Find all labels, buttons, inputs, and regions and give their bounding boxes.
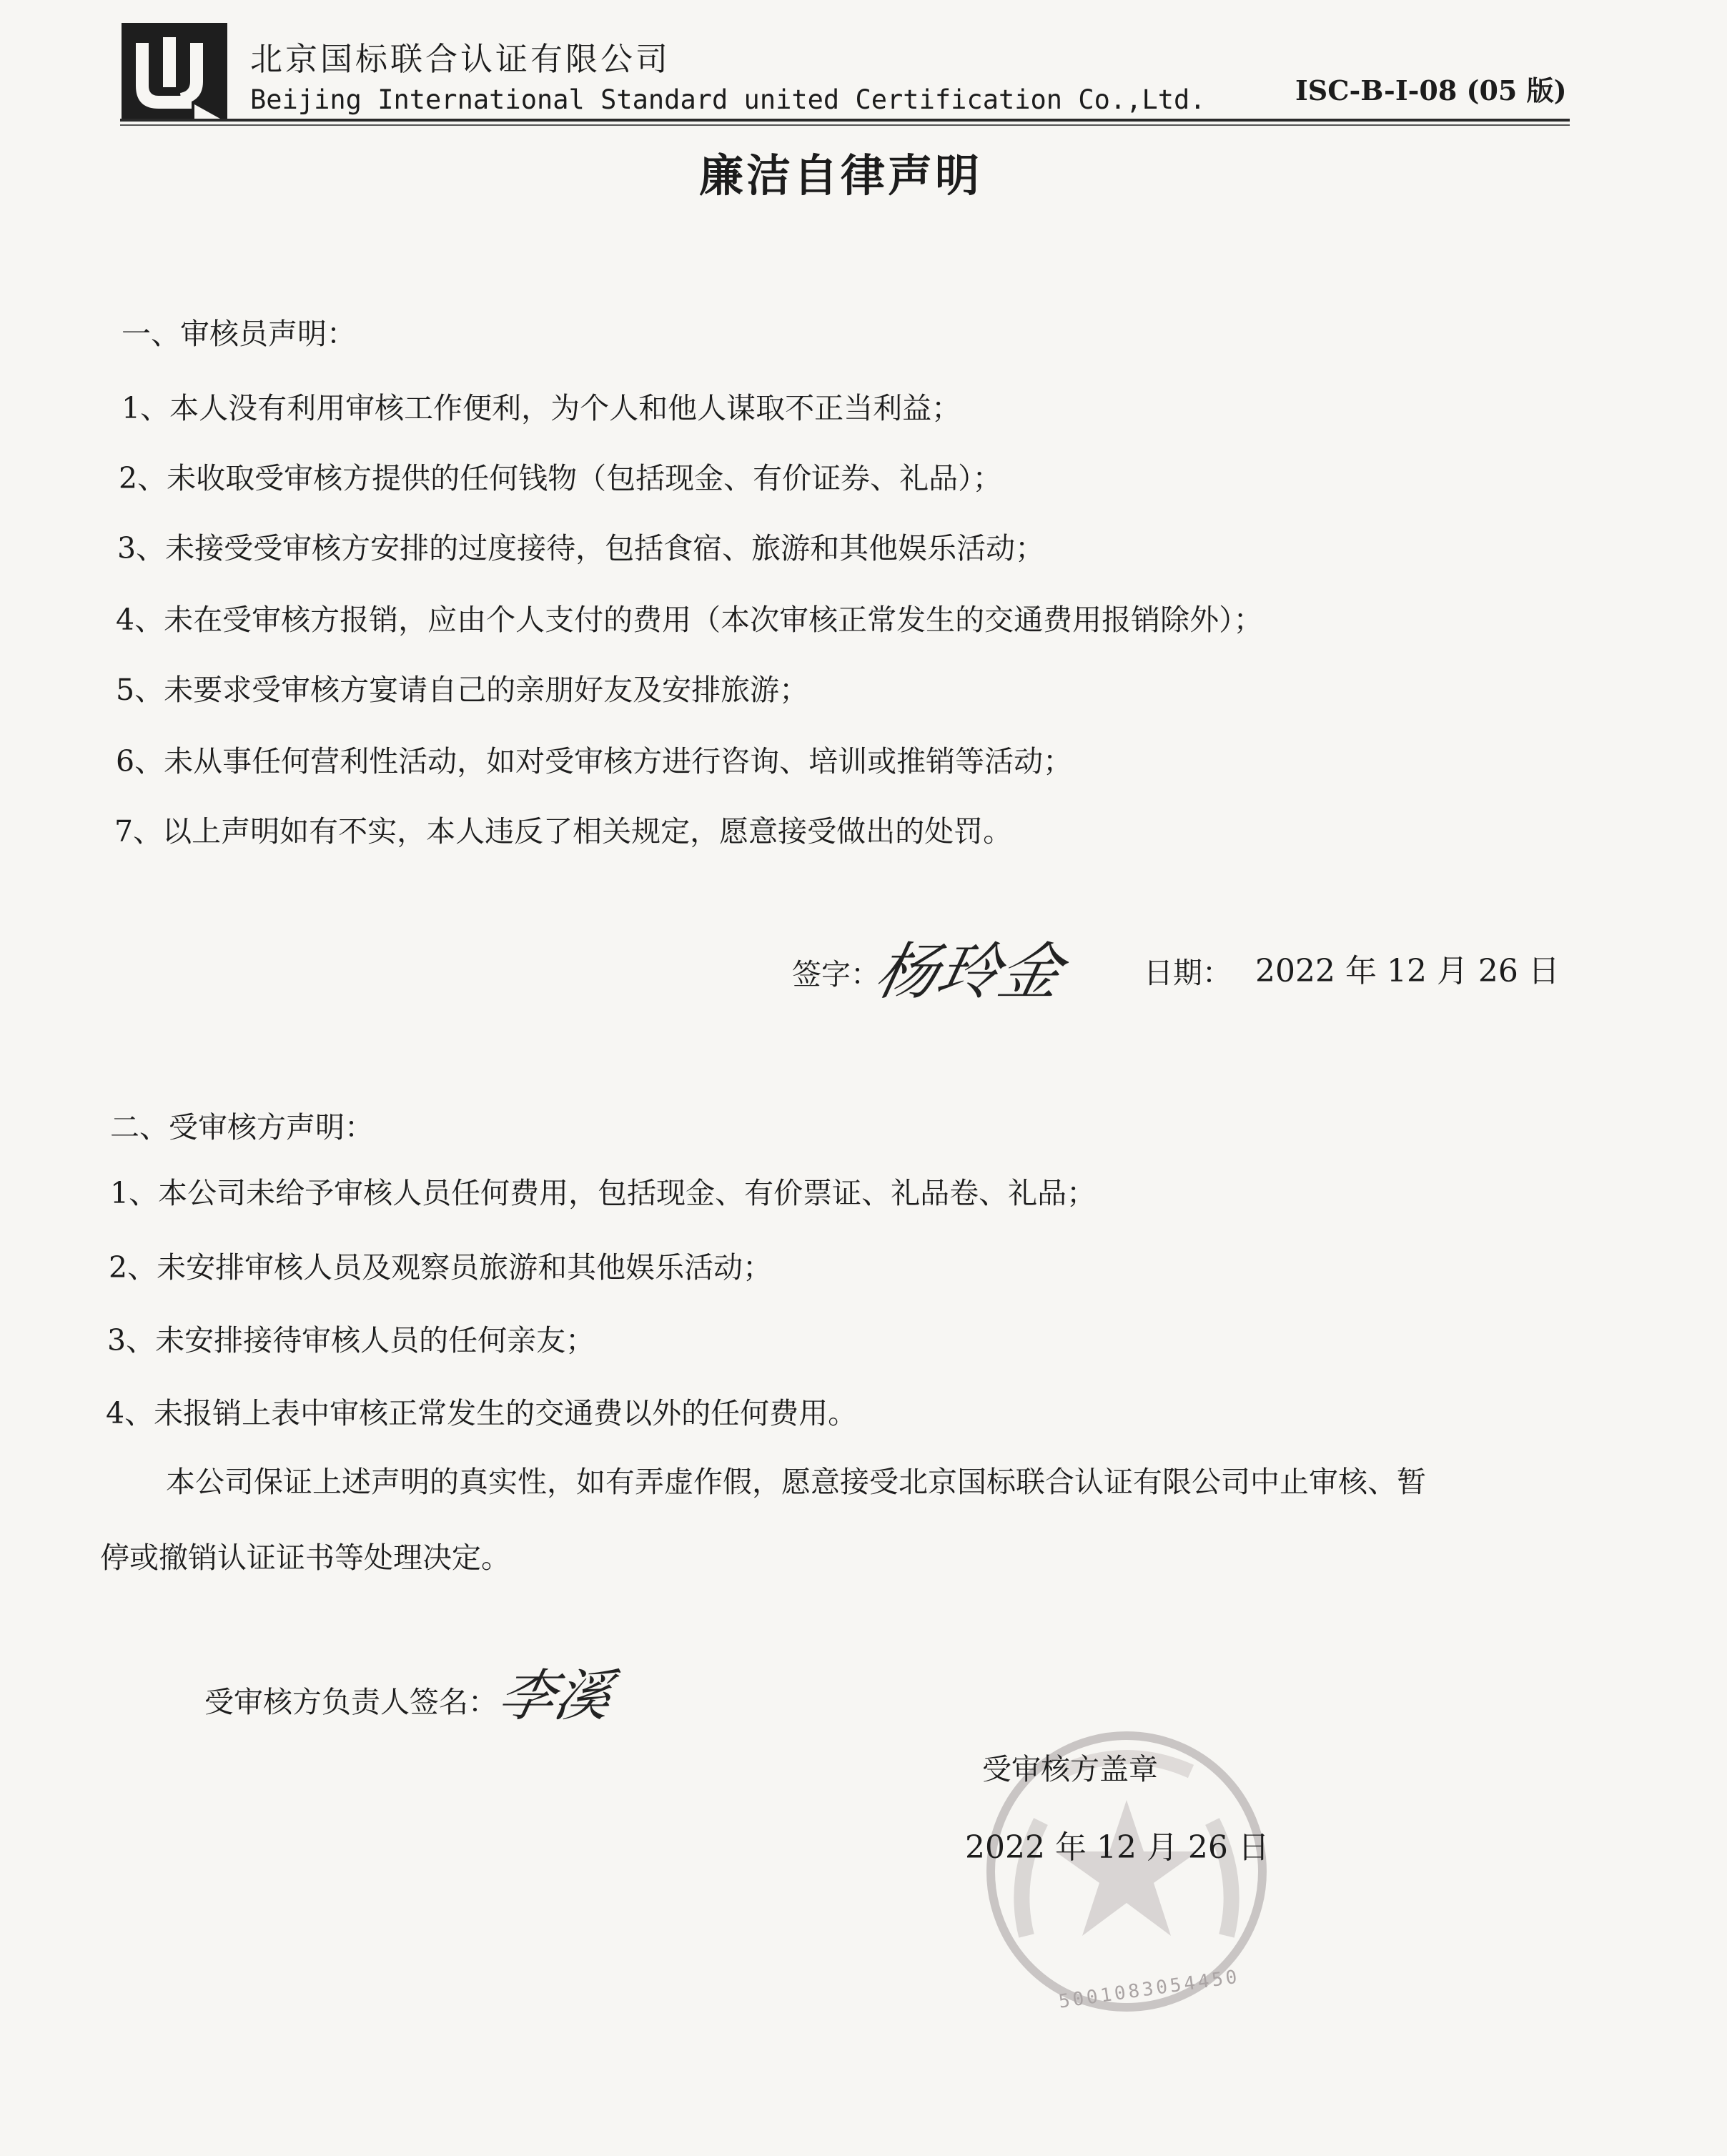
section2-item-3: 3、未安排接待审核人员的任何亲友； bbox=[107, 1323, 595, 1358]
header-divider-thin bbox=[120, 124, 1570, 126]
section1-item-4: 4、未在受审核方报销，应由个人支付的费用（本次审核正常发生的交通费用报销除外）； bbox=[116, 603, 1263, 637]
company-name-en: Beijing International Standard united Certification Co.,Ltd. bbox=[250, 84, 1206, 115]
auditor-sign-label: 签字： bbox=[792, 957, 880, 992]
document-title: 廉洁自律声明 bbox=[699, 149, 983, 202]
section2-heading: 二、受审核方声明： bbox=[110, 1110, 374, 1144]
company-logo bbox=[120, 21, 229, 123]
section2-paragraph-line1: 本公司保证上述声明的真实性，如有弄虚作假，愿意接受北京国标联合认证有限公司中止审核、暂 bbox=[166, 1465, 1426, 1499]
section1-item-2: 2、未收取受审核方提供的任何钱物（包括现金、有价证券、礼品）； bbox=[119, 461, 1002, 495]
auditee-date: 2022 年 12 月 26 日 bbox=[965, 1829, 1270, 1866]
section1-item-3: 3、未接受受审核方安排的过度接待，包括食宿、旅游和其他娱乐活动； bbox=[117, 531, 1045, 565]
section2-item-1: 1、本公司未给予审核人员任何费用，包括现金、有价票证、礼品卷、礼品； bbox=[110, 1176, 1097, 1210]
document-code: ISC-B-I-08 (05 版) bbox=[1295, 74, 1567, 107]
company-name-cn: 北京国标联合认证有限公司 bbox=[250, 40, 671, 78]
section1-item-5: 5、未要求受审核方宴请自己的亲朋好友及安排旅游； bbox=[116, 673, 809, 707]
seal-number: 5001083054450 bbox=[1057, 1966, 1242, 2013]
section2-item-2: 2、未安排审核人员及观察员旅游和其他娱乐活动； bbox=[109, 1250, 773, 1285]
auditor-date-label: 日期： bbox=[1144, 956, 1232, 990]
section1-heading: 一、审核员声明： bbox=[122, 317, 356, 351]
auditee-signer-label: 受审核方负责人签名： bbox=[204, 1685, 498, 1719]
header-divider bbox=[120, 119, 1570, 122]
auditee-signature: 李溪 bbox=[492, 1664, 618, 1729]
section2-item-4: 4、未报销上表中审核正常发生的交通费以外的任何费用。 bbox=[106, 1396, 858, 1430]
section1-item-7: 7、以上声明如有不实，本人违反了相关规定，愿意接受做出的处罚。 bbox=[114, 814, 1013, 849]
section2-paragraph-line2: 停或撤销认证证书等处理决定。 bbox=[100, 1541, 510, 1575]
auditor-signature: 杨玲金 bbox=[869, 936, 1069, 1008]
auditee-seal-label: 受审核方盖章 bbox=[982, 1752, 1158, 1786]
auditor-date: 2022 年 12 月 26 日 bbox=[1255, 953, 1560, 989]
section1-item-1: 1、本人没有利用审核工作便利，为个人和他人谋取不正当利益； bbox=[122, 391, 961, 425]
section1-item-6: 6、未从事任何营利性活动，如对受审核方进行咨询、培训或推销等活动； bbox=[116, 744, 1073, 778]
